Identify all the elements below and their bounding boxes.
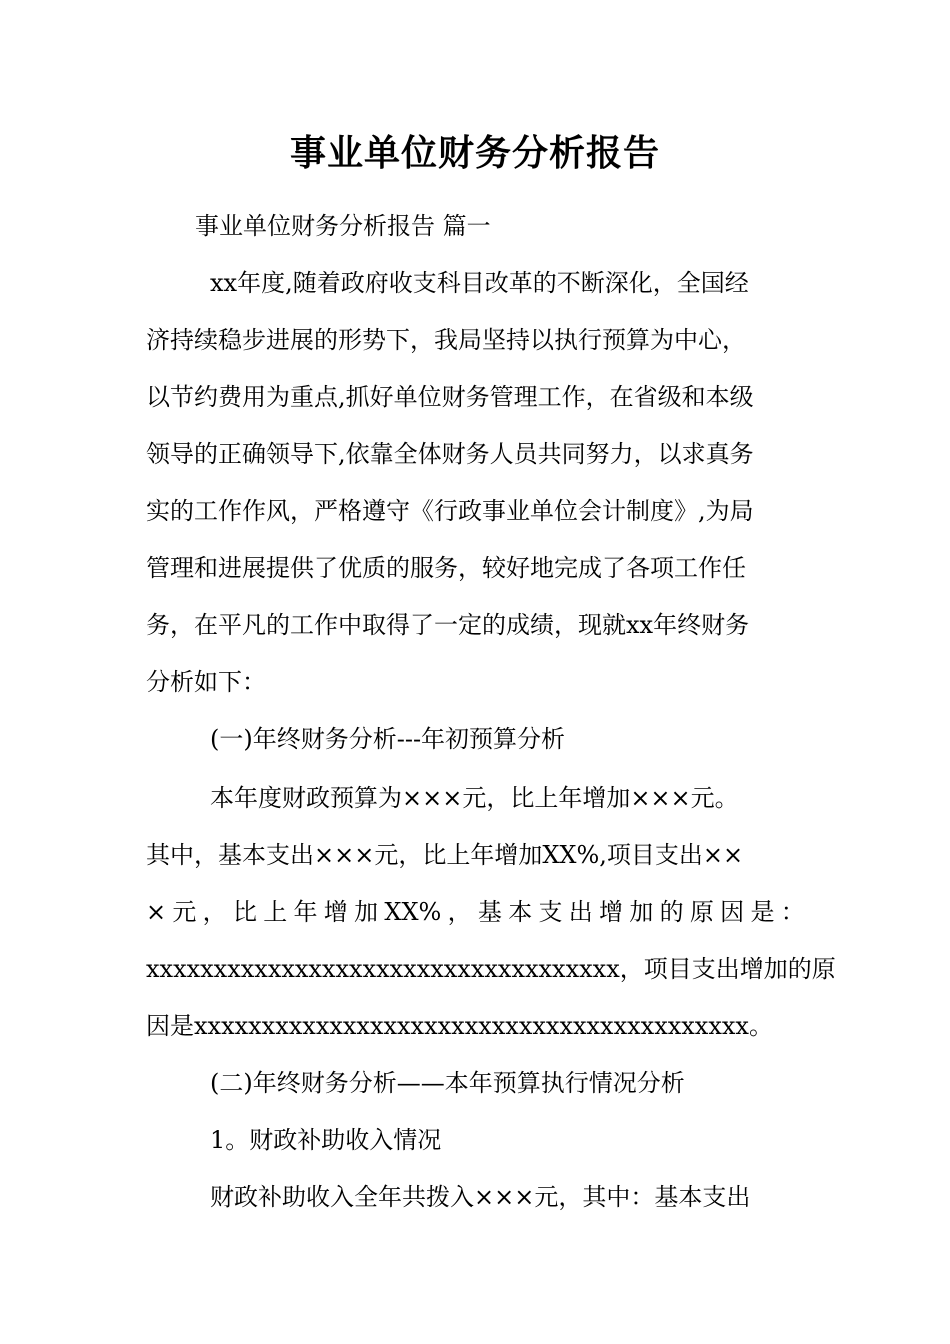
- text-glyph: ，: [447, 898, 472, 926]
- paragraph-line: 管理和进展提供了优质的服务，较好地完成了各项工作任: [146, 554, 746, 582]
- text-glyph: 因: [720, 898, 745, 926]
- text-glyph: 的: [659, 898, 684, 926]
- text-glyph: 增: [599, 898, 624, 926]
- text-glyph: 加: [354, 898, 379, 926]
- text-glyph: 出: [568, 898, 593, 926]
- paragraph-line: xxxxxxxxxxxxxxxxxxxxxxxxxxxxxxxxxxx，项目支出增加的原: [146, 955, 836, 983]
- paragraph-line: 以节约费用为重点,抓好单位财务管理工作，在省级和本级: [146, 383, 754, 411]
- paragraph-line: 因是xxxxxxxxxxxxxxxxxxxxxxxxxxxxxxxxxxxxxxxxx。: [146, 1012, 773, 1040]
- paragraph-line: 分析如下：: [146, 668, 266, 696]
- text-glyph: 支: [538, 898, 563, 926]
- text-glyph: 元: [172, 898, 197, 926]
- text-glyph: 基: [477, 898, 502, 926]
- text-glyph: ：: [780, 898, 805, 926]
- text-glyph: 加: [629, 898, 654, 926]
- text-glyph: 本: [508, 898, 533, 926]
- paragraph-line: 领导的正确领导下,依靠全体财务人员共同努力，以求真务: [146, 440, 754, 468]
- text-glyph: 比: [232, 898, 257, 926]
- text-glyph: ×: [146, 898, 167, 926]
- paragraph-line: 本年度财政预算为×××元，比上年增加×××元。: [210, 784, 739, 812]
- paragraph-line: 济持续稳步进展的形势下，我局坚持以执行预算为中心，: [146, 326, 746, 354]
- paragraph-line: 其中，基本支出×××元，比上年增加XX%,项目支出××: [146, 841, 744, 869]
- paragraph-line: 实的工作作风，严格遵守《行政事业单位会计制度》,为局: [146, 497, 754, 525]
- paragraph-line-justified: [146, 895, 805, 929]
- paragraph-line: xx年度,随着政府收支科目改革的不断深化，全国经: [210, 269, 749, 297]
- text-glyph: XX%: [384, 898, 442, 926]
- text-glyph: 上: [263, 898, 288, 926]
- paragraph-line: 财政补助收入全年共拨入×××元，其中：基本支出: [210, 1183, 751, 1211]
- document-subtitle: 事业单位财务分析报告 篇一: [195, 212, 491, 240]
- paragraph-line: 务，在平凡的工作中取得了一定的成绩，现就xx年终财务: [146, 611, 750, 639]
- document-title: 事业单位财务分析报告: [289, 132, 660, 174]
- text-glyph: 原: [689, 898, 714, 926]
- item-heading: 1。财政补助收入情况: [210, 1126, 442, 1154]
- text-glyph: 增: [323, 898, 348, 926]
- section-heading: (一)年终财务分析---年初预算分析: [210, 725, 566, 753]
- section-heading: (二)年终财务分析——本年预算执行情况分析: [210, 1069, 685, 1097]
- text-glyph: 是: [750, 898, 775, 926]
- text-glyph: ，: [202, 898, 227, 926]
- text-glyph: 年: [293, 898, 318, 926]
